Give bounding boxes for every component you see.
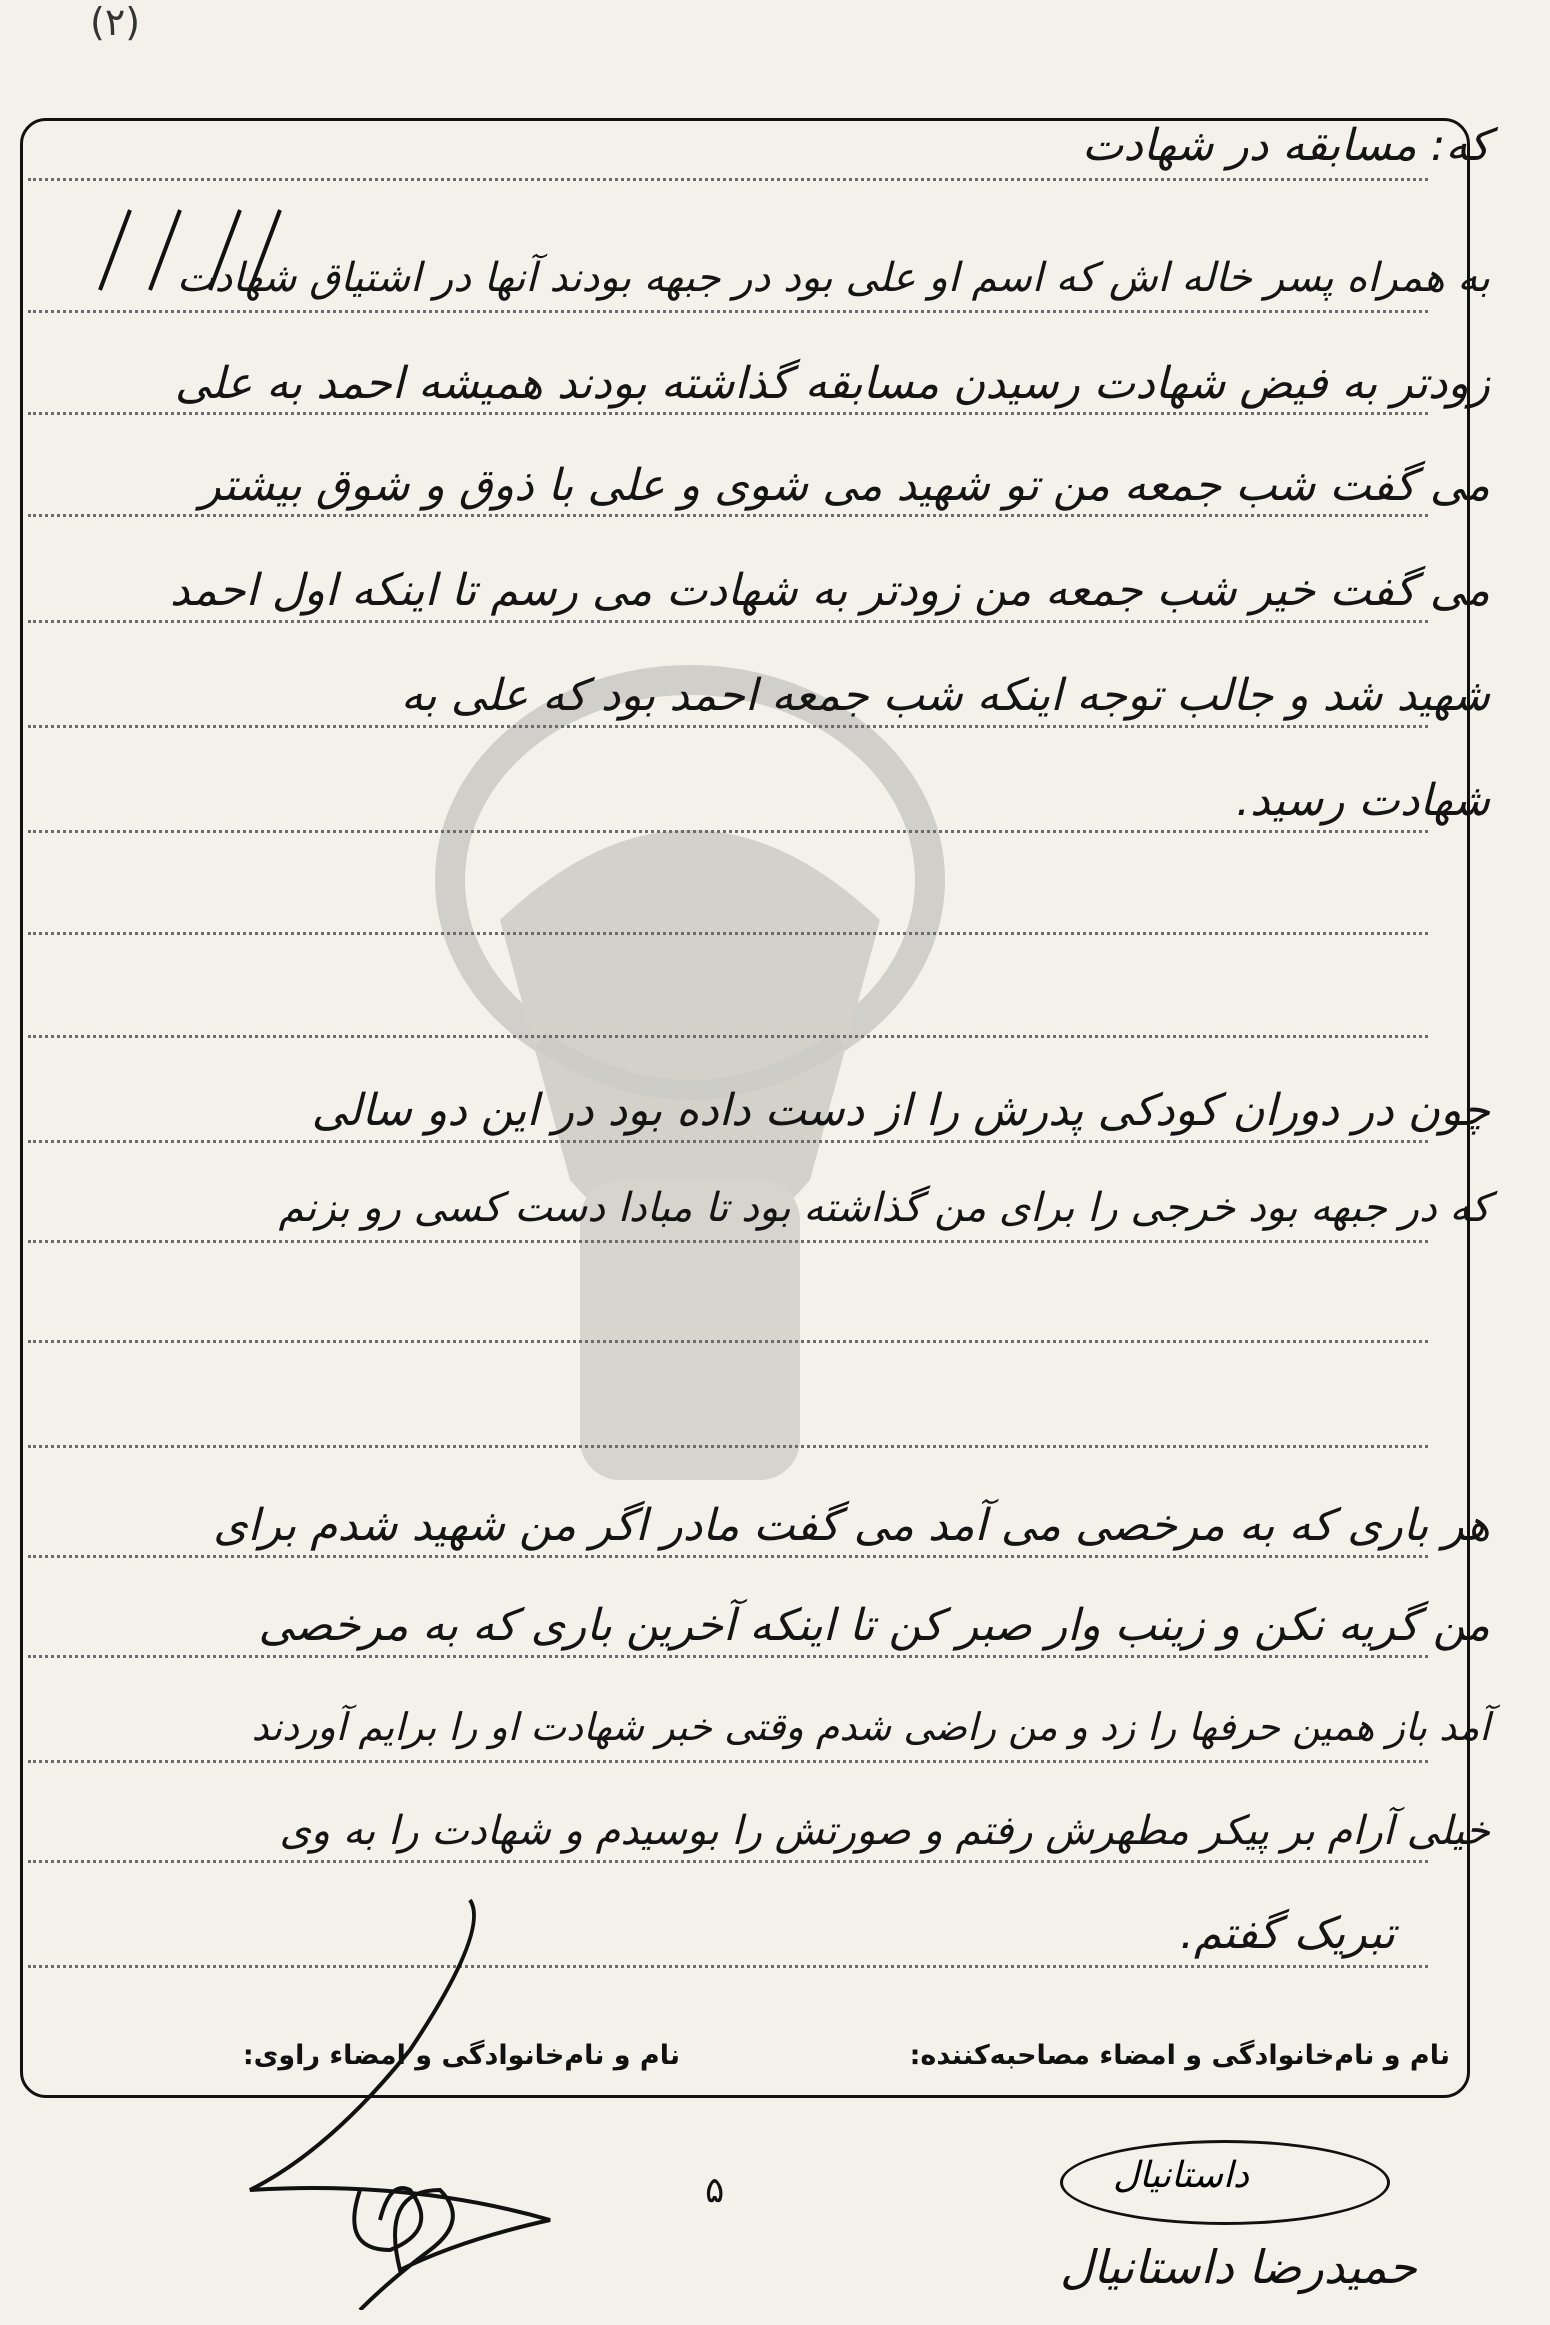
interviewer-signature-short: داستانیال xyxy=(1113,2155,1250,2196)
handwritten-line: چون در دوران کودکی پدرش را از دست داده بود در این دو سالی xyxy=(311,1085,1490,1136)
handwritten-line: من گریه نکن و زینب وار صبر کن تا اینکه آخرین باری که به مرخصی xyxy=(258,1600,1490,1651)
rule-line xyxy=(28,1655,1428,1658)
interviewer-full-name: حمیدرضا داستانیال xyxy=(1060,2240,1417,2294)
rule-line xyxy=(28,1140,1428,1143)
rule-line xyxy=(28,1760,1428,1763)
rule-line xyxy=(28,932,1428,935)
rule-line xyxy=(28,178,1428,181)
handwritten-heading: که: مسابقه در شهادت xyxy=(1081,120,1490,171)
handwritten-line: آمد باز همین حرفها را زد و من راضی شدم وقتی خبر شهادت او را برایم آوردند xyxy=(251,1705,1490,1749)
rule-line xyxy=(28,514,1428,517)
interviewer-label: نام و نام‌خانوادگی و امضاء مصاحبه‌کننده: xyxy=(909,2040,1450,2071)
handwritten-line: می گفت خیر شب جمعه من زودتر به شهادت می رسم تا اینکه اول احمد xyxy=(169,565,1490,616)
rule-line xyxy=(28,1035,1428,1038)
rule-line xyxy=(28,1860,1428,1863)
handwritten-line: خیلی آرام بر پیکر مطهرش رفتم و صورتش را بوسیدم و شهادت را به وی xyxy=(279,1808,1490,1854)
handwritten-line: شهید شد و جالب توجه اینکه شب جمعه احمد بود که علی به xyxy=(400,670,1490,721)
handwritten-line: زودتر به فیض شهادت رسیدن مسابقه گذاشته بودند همیشه احمد به علی xyxy=(174,358,1490,409)
narrator-label: نام و نام‌خانوادگی و امضاء راوی: xyxy=(242,2040,680,2071)
rule-line xyxy=(28,725,1428,728)
handwritten-line: تبریک گفتم. xyxy=(1180,1908,1396,1959)
rule-line xyxy=(28,1445,1428,1448)
rule-line xyxy=(28,1340,1428,1343)
rule-line xyxy=(28,620,1428,623)
narrator-signature-icon xyxy=(210,1890,580,2310)
handwritten-line: می گفت شب جمعه من تو شهید می شوی و علی با ذوق و شوق بیشتر xyxy=(199,460,1490,511)
interviewer-signature-oval xyxy=(1060,2140,1390,2225)
handwritten-line: به همراه پسر خاله اش که اسم او علی بود در جبهه بودند آنها در اشتیاق شهادت xyxy=(176,255,1490,301)
rule-line xyxy=(28,830,1428,833)
page-corner-mark: (۲) xyxy=(90,0,141,44)
rule-line xyxy=(28,310,1428,313)
handwritten-line: هر باری که به مرخصی می آمد می گفت مادر اگر من شهید شدم برای xyxy=(213,1500,1490,1551)
rule-line xyxy=(28,412,1428,415)
handwritten-line: که در جبهه بود خرجی را برای من گذاشته بود تا مبادا دست کسی رو بزنم xyxy=(278,1185,1490,1231)
rule-line xyxy=(28,1240,1428,1243)
handwritten-line: شهادت رسید. xyxy=(1235,775,1490,826)
emblem-watermark-icon xyxy=(380,620,1000,1520)
page-number: ۵ xyxy=(705,2170,725,2211)
rule-line xyxy=(28,1555,1428,1558)
